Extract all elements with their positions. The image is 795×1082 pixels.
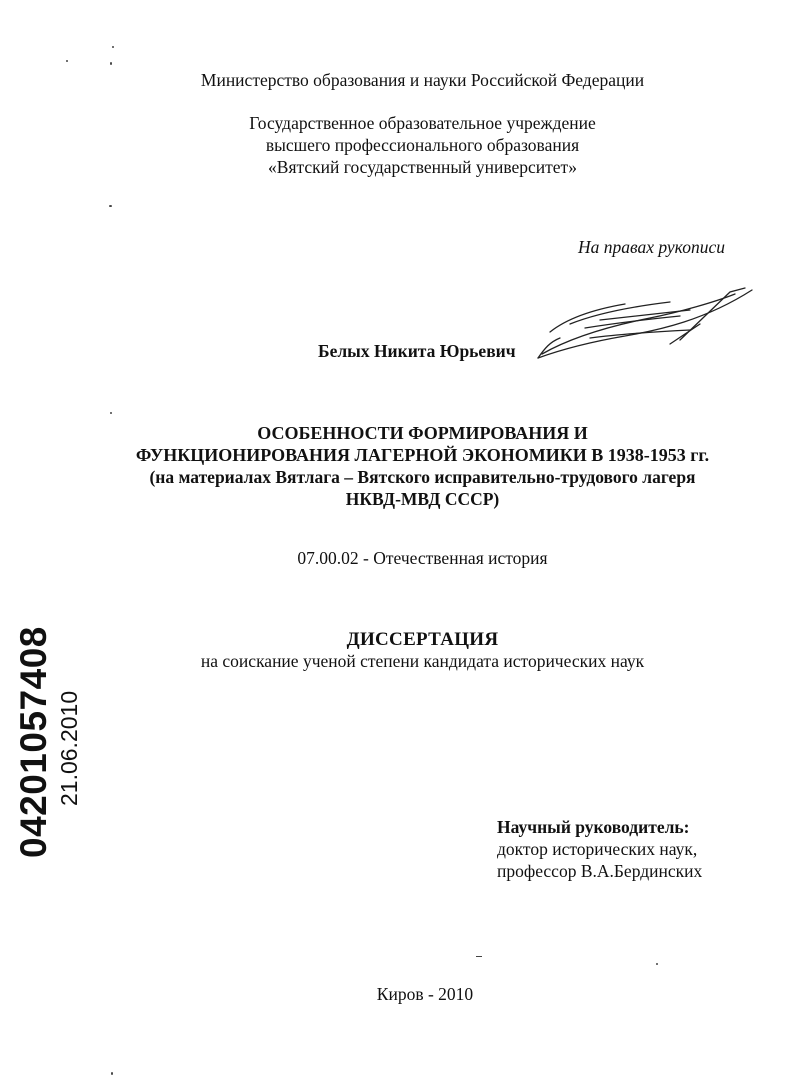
scan-speck (66, 60, 68, 62)
manuscript-note: На правах рукописи (578, 237, 725, 257)
institution-line-3: «Вятский государственный университет» (268, 157, 577, 177)
document-type-subtitle: на соискание ученой степени кандидата исторических наук (200, 651, 645, 671)
scan-speck (112, 46, 114, 48)
signature-icon (530, 280, 760, 370)
stamp-number: 04201057408 (13, 626, 54, 858)
place-year: Киров - 2010 (376, 984, 474, 1004)
stamp-date: 21.06.2010 (56, 690, 82, 806)
ministry-name: Министерство образования и науки Российской Федерации (200, 70, 645, 90)
document-type: ДИССЕРТАЦИЯ (346, 629, 499, 650)
scan-speck (476, 956, 482, 957)
specialty: 07.00.02 - Отечественная история (297, 548, 548, 568)
supervisor-name: профессор В.А.Бердинских (497, 861, 703, 881)
title-line-2: ФУНКЦИОНИРОВАНИЯ ЛАГЕРНОЙ ЭКОНОМИКИ В 1938-1953 гг. (135, 445, 710, 465)
institution-line-1: Государственное образовательное учреждение (249, 113, 596, 133)
title-line-1: ОСОБЕННОСТИ ФОРМИРОВАНИЯ И (257, 423, 588, 443)
title-line-3: (на материалах Вятлага – Вятского исправительно-трудового лагеря (149, 467, 696, 487)
scan-speck (110, 412, 112, 414)
scan-speck (110, 62, 112, 65)
supervisor-degree: доктор исторических наук, (497, 839, 698, 859)
supervisor-label: Научный руководитель: (497, 817, 690, 837)
scan-speck (109, 205, 112, 207)
scan-speck (656, 963, 658, 965)
author-name: Белых Никита Юрьевич (318, 341, 516, 361)
scan-speck (111, 1072, 113, 1075)
institution-line-2: высшего профессионального образования (265, 135, 580, 155)
title-line-4: НКВД-МВД СССР) (345, 489, 500, 509)
